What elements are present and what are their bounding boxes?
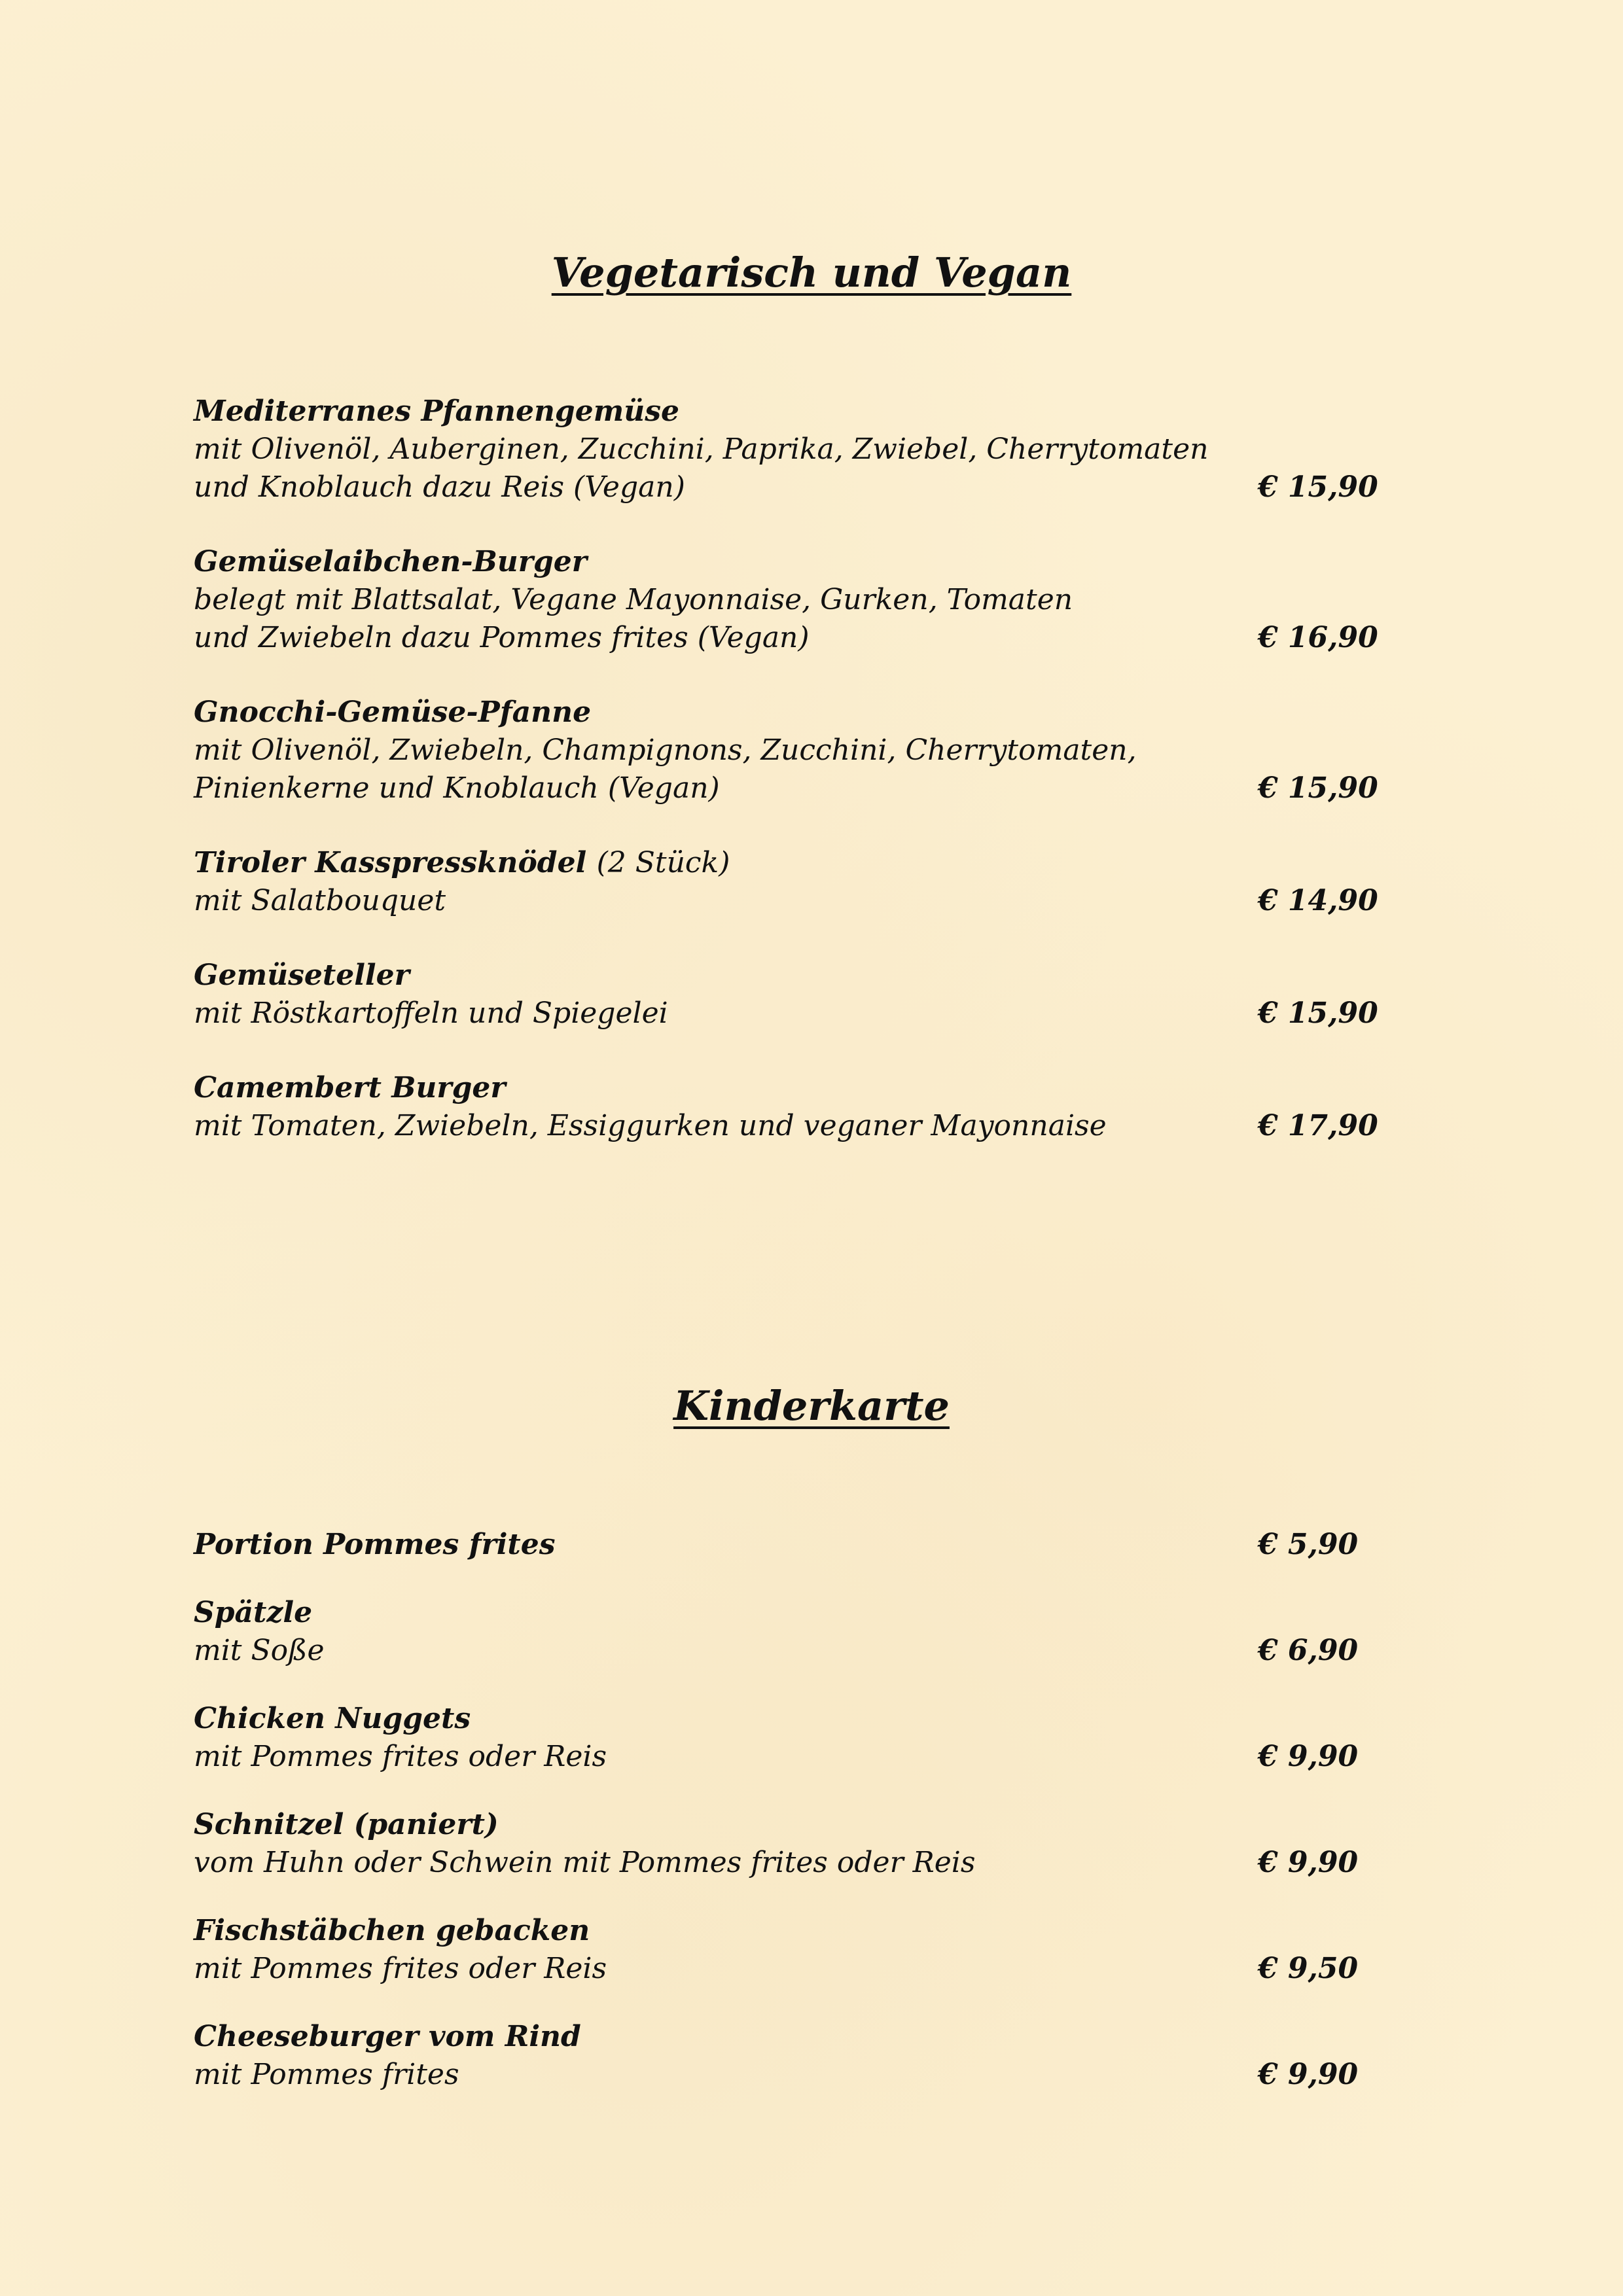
menu-item-price: € 15,90 — [1258, 771, 1378, 805]
menu-item-description: mit Röstkartoffeln und Spiegelei — [194, 997, 668, 1030]
menu-item-name-text: Schnitzel (paniert) — [194, 1808, 499, 1841]
menu-item — [194, 1912, 1431, 1988]
menu-item — [194, 844, 1431, 920]
menu-item — [194, 1594, 1431, 1670]
menu-item-description: und Zwiebeln dazu Pommes frites (Vegan) — [194, 621, 810, 654]
menu-item — [194, 393, 1431, 506]
menu-item-name — [194, 2018, 1431, 2056]
menu-item-name-text: Tiroler Kasspressknödel — [194, 846, 587, 879]
menu-item-price: € 15,90 — [1258, 470, 1378, 504]
menu-item-name-text: Portion Pommes frites — [194, 1528, 556, 1561]
menu-item-note: (2 Stück) — [596, 846, 730, 879]
menu-item-name-text: Cheeseburger vom Rind — [194, 2020, 581, 2053]
menu-item-price: € 9,90 — [1258, 1740, 1359, 1773]
menu-item-price: € 15,90 — [1258, 997, 1378, 1030]
menu-item-name-text: Gnocchi-Gemüse-Pfanne — [194, 696, 592, 729]
menu-item-description: belegt mit Blattsalat, Vegane Mayonnaise, Gurken, Tomaten — [194, 583, 1073, 616]
menu-item-description: mit Tomaten, Zwiebeln, Essiggurken und veganer Mayonnaise — [194, 1109, 1107, 1142]
menu-item-price: € 9,90 — [1258, 2058, 1359, 2091]
menu-item-description: Pinienkerne und Knoblauch (Vegan) — [194, 771, 720, 805]
menu-item-description: mit Salatbouquet — [194, 884, 446, 917]
menu-item-description: mit Pommes frites — [194, 2058, 459, 2091]
menu-item-price: € 5,90 — [1258, 1528, 1359, 1561]
menu-item-price: € 6,90 — [1258, 1634, 1359, 1667]
menu-item-description: mit Pommes frites oder Reis — [194, 1952, 607, 1985]
vegetarian-menu-list — [194, 393, 1431, 1182]
menu-item-price: € 14,90 — [1258, 884, 1378, 917]
menu-item-name-text: Gemüseteller — [194, 959, 410, 992]
menu-item-description: und Knoblauch dazu Reis (Vegan) — [194, 470, 685, 504]
menu-item-name — [194, 694, 1431, 732]
menu-item-description: vom Huhn oder Schwein mit Pommes frites oder Reis — [194, 1846, 976, 1879]
menu-item-name — [194, 543, 1431, 581]
menu-item-description: mit Olivenöl, Zwiebeln, Champignons, Zucchini, Cherrytomaten, — [194, 733, 1137, 767]
menu-item-name-text: Spätzle — [194, 1596, 313, 1629]
section-title-vegetarian: Vegetarisch und Vegan — [551, 249, 1072, 296]
menu-item — [194, 2018, 1431, 2094]
menu-item-name — [194, 1069, 1431, 1107]
menu-item — [194, 1526, 1431, 1564]
menu-item-name — [194, 1526, 1431, 1564]
menu-item-price: € 17,90 — [1258, 1109, 1378, 1142]
menu-item-description: mit Olivenöl, Auberginen, Zucchini, Paprika, Zwiebel, Cherrytomaten — [194, 433, 1209, 466]
menu-item-price: € 16,90 — [1258, 621, 1378, 654]
menu-item-name — [194, 844, 1431, 882]
menu-item — [194, 957, 1431, 1033]
menu-item-name-text: Gemüselaibchen-Burger — [194, 545, 587, 578]
menu-item-name-text: Chicken Nuggets — [194, 1702, 471, 1735]
menu-item-description: mit Pommes frites oder Reis — [194, 1740, 607, 1773]
menu-item — [194, 694, 1431, 807]
menu-item-name — [194, 1912, 1431, 1950]
menu-item-name-text: Camembert Burger — [194, 1071, 506, 1104]
menu-item-name — [194, 1594, 1431, 1632]
menu-item — [194, 1700, 1431, 1776]
menu-item-name — [194, 957, 1431, 995]
menu-item-price: € 9,50 — [1258, 1952, 1359, 1985]
menu-item — [194, 1806, 1431, 1882]
menu-item-name — [194, 1806, 1431, 1844]
section-title-kids: Kinderkarte — [673, 1382, 950, 1430]
menu-item-name-text: Mediterranes Pfannengemüse — [194, 395, 680, 428]
menu-item-price: € 9,90 — [1258, 1846, 1359, 1879]
menu-item — [194, 1069, 1431, 1145]
menu-item-name — [194, 393, 1431, 431]
menu-item — [194, 543, 1431, 657]
menu-item-name-text: Fischstäbchen gebacken — [194, 1914, 590, 1947]
menu-item-description: mit Soße — [194, 1634, 325, 1667]
kids-menu-list — [194, 1526, 1431, 2124]
menu-item-name — [194, 1700, 1431, 1738]
